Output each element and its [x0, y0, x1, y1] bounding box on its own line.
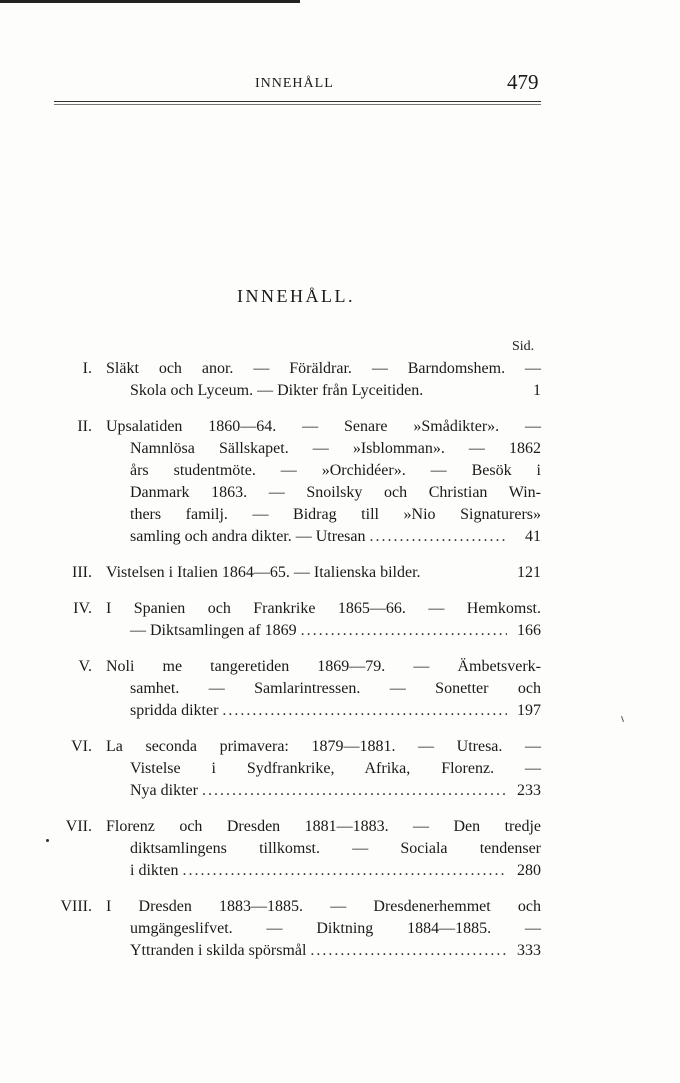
entry-line: Danmark 1863. — Snoilsky och Christian Win- [130, 484, 541, 501]
entry-line: Vistelse i Sydfrankrike, Afrika, Florenz. — [130, 760, 541, 777]
toc-entry[interactable] [40, 656, 541, 722]
toc-entry[interactable] [40, 358, 541, 402]
dot-leader [301, 620, 507, 642]
chapter-numeral: III. [72, 564, 92, 581]
header-rule [54, 101, 541, 102]
entry-line: Upsalatiden 1860—64. — Senare »Smådikter». — [106, 418, 541, 435]
entry-last-line [106, 700, 541, 722]
dot-leader [182, 860, 507, 882]
chapter-numeral: II. [77, 418, 92, 435]
page-column-label: Sid. [512, 339, 535, 354]
entry-page-number: 233 [517, 782, 541, 799]
entry-line: Yttranden i skilda spörsmål [130, 942, 307, 959]
entry-line: i dikten [130, 862, 179, 879]
entry-page-number: 121 [517, 564, 541, 581]
chapter-numeral: VI. [71, 738, 92, 755]
entry-line: Släkt och anor. — Föräldrar. — Barndomshem. — [106, 360, 541, 377]
top-edge-rule [0, 0, 300, 3]
entry-last-line [106, 526, 541, 548]
dot-leader [202, 780, 507, 802]
dot-leader [370, 526, 508, 548]
entry-line: diktsamlingens tillkomst. — Sociala tendenser [130, 840, 541, 857]
print-speck [46, 839, 49, 842]
entry-line: Nya dikter [130, 782, 198, 799]
entry-line: I Spanien och Frankrike 1865—66. — Hemkomst. [106, 600, 541, 617]
entry-last-line [106, 562, 541, 584]
entry-page-number: 1 [533, 382, 541, 399]
entry-last-line [106, 860, 541, 882]
entry-line: — Diktsamlingen af 1869 [130, 622, 297, 639]
table-of-contents [40, 358, 541, 976]
entry-line: Skola och Lyceum. — Dikter från Lyceitiden. [130, 382, 424, 399]
running-head: INNEHÅLL [255, 76, 334, 91]
toc-entry[interactable] [40, 562, 541, 584]
chapter-numeral: VIII. [60, 898, 92, 915]
entry-line: samling och andra dikter. — Utresan [130, 528, 366, 545]
entry-line: års studentmöte. — »Orchidéer». — Besök i [130, 462, 541, 479]
entry-line: I Dresden 1883—1885. — Dresdenerhemmet och [106, 898, 541, 915]
print-speck [621, 716, 624, 722]
toc-entry[interactable] [40, 816, 541, 882]
toc-entry[interactable] [40, 736, 541, 802]
chapter-numeral: I. [82, 360, 92, 377]
toc-entry[interactable] [40, 598, 541, 642]
toc-entry[interactable] [40, 896, 541, 962]
entry-line: Noli me tangeretiden 1869—79. — Ämbetsverk- [106, 658, 541, 675]
leader-space [421, 562, 511, 584]
entry-line: thers familj. — Bidrag till »Nio Signaturers» [130, 506, 541, 523]
entry-last-line [106, 780, 541, 802]
toc-entry[interactable] [40, 416, 541, 548]
entry-line: Namnlösa Sällskapet. — »Isblomman». — 1862 [130, 440, 541, 457]
dot-leader [222, 700, 507, 722]
entry-line: umgängeslifvet. — Diktning 1884—1885. — [130, 920, 541, 937]
leader-space [423, 380, 511, 402]
page-number: 479 [507, 70, 539, 94]
entry-page-number: 41 [525, 528, 541, 545]
entry-line: samhet. — Samlarintressen. — Sonetter och [130, 680, 541, 697]
chapter-numeral: V. [78, 658, 92, 675]
entry-line: La seconda primavera: 1879—1881. — Utresa. — [106, 738, 541, 755]
chapter-numeral: VII. [65, 818, 92, 835]
chapter-numeral: IV. [73, 600, 92, 617]
entry-last-line [106, 380, 541, 402]
entry-page-number: 280 [517, 862, 541, 879]
entry-page-number: 197 [517, 702, 541, 719]
entry-page-number: 333 [517, 942, 541, 959]
entry-last-line [106, 940, 541, 962]
entry-page-number: 166 [517, 622, 541, 639]
header-rule-secondary [54, 104, 541, 105]
entry-last-line [106, 620, 541, 642]
entry-line: Florenz och Dresden 1881—1883. — Den tredje [106, 818, 541, 835]
entry-line: Vistelsen i Italien 1864—65. — Italienska bilder. [106, 564, 421, 581]
dot-leader [310, 940, 507, 962]
toc-title: INNEHÅLL. [237, 286, 355, 306]
entry-line: spridda dikter [130, 702, 219, 719]
